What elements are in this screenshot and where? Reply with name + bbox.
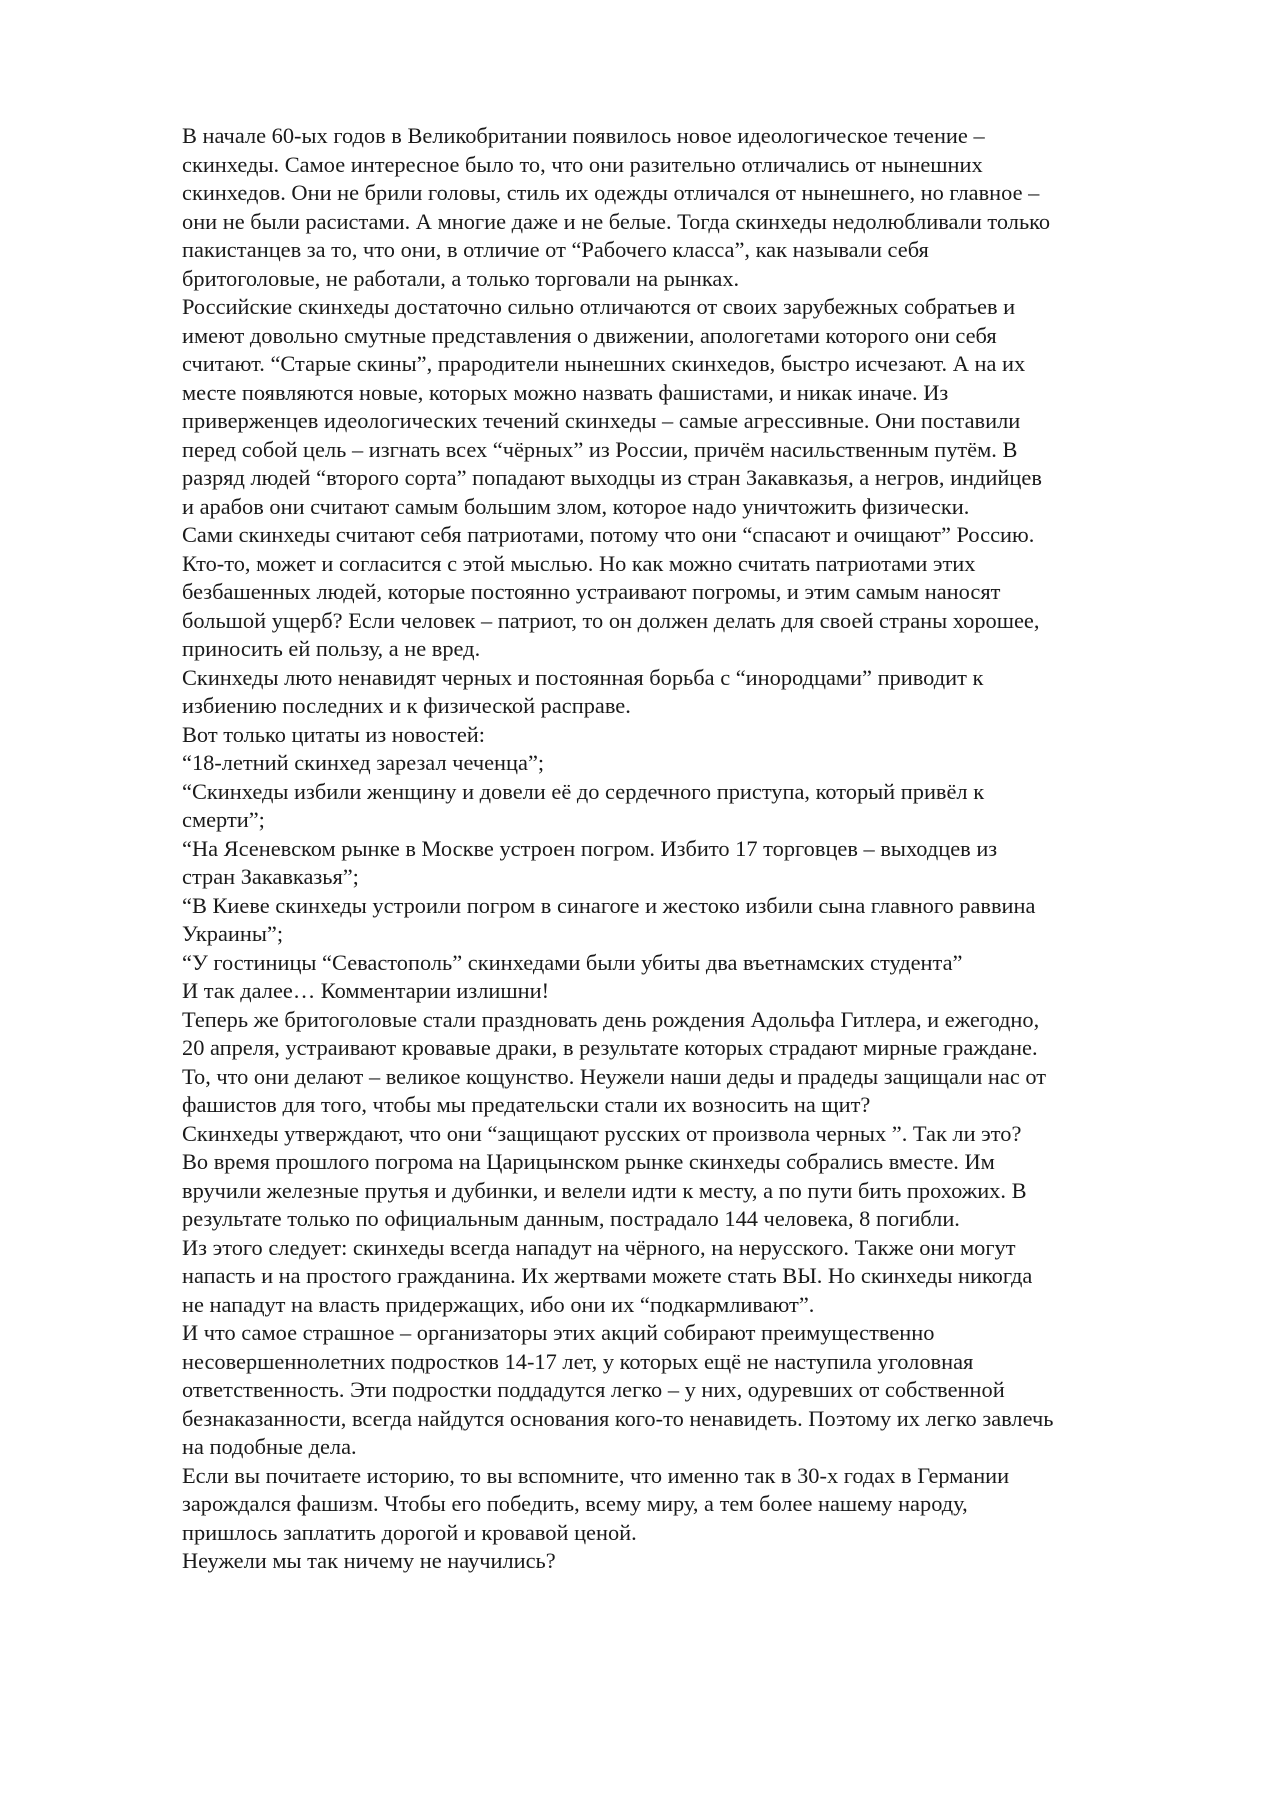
paragraph-1: В начале 60-ых годов в Великобритании появилось новое идеологическое течение – скинхеды. Самое интересное было то, что они разительно отличались от нынешних скинхедов. Они не брили головы, стиль их одежды отличался от нынешнего, но главное – они не были расистами. А многие даже и не белые. Тогда скинхеды недолюбливали только пакистанцев за то, что они, в отличие от “Рабочего класса”, как называли себя бритоголовые, не работали, а только торговали на рынках. [182,123,1051,291]
quote-1: “18-летний скинхед зарезал чеченца”; [182,750,545,775]
paragraph-2: Российские скинхеды достаточно сильно отличаются от своих зарубежных собратьев и имеют довольно смутные представления о движении, апологетами которого они себя считают. “Старые скины”, прародители нынешних скинхедов, быстро исчезают. А на их месте появляются новые, которых можно назвать фашистами, и никак иначе. Из приверженцев идеологических течений скинхеды – самые агрессивные. Они поставили перед собой цель – изгнать всех “чёрных” из России, причём насильственным путём. В разряд людей “второго сорта” попадают выходцы из стран Закавказья, а негров, индийцев и арабов они считают самым большим злом, которое надо уничтожить физически. [182,294,1042,519]
paragraph-13: Скинхеды утверждают, что они “защищают русских от произвола черных ”. Так ли это? Во время прошлого погрома на Царицынском рынке скинхеды собрались вместе. Им вручили железные прутья и дубинки, и велели идти к месту, а по пути бить прохожих. В результате только по официальным данным, пострадало 144 человека, 8 погибли. [182,1120,1027,1231]
paragraph-16: Если вы почитаете историю, то вы вспомните, что именно так в 30-х годах в Германии зарождался фашизм. Чтобы его победить, всему миру, а тем более нашему народу, пришлось заплатить дорогой и кровавой ценой. [182,1462,1010,1545]
quote-3: “На Ясеневском рынке в Москве устроен погром. Избито 17 торговцев – выходцев из стран Закавказья”; [182,835,998,889]
document-page [182,122,1202,1576]
paragraph-4: Скинхеды люто ненавидят черных и постоянная борьба с “инородцами” приводит к избиению последних и к физической расправе. [182,664,984,718]
paragraph-5: Вот только цитаты из новостей: [182,721,485,747]
quote-4: “В Киеве скинхеды устроили погром в синагоге и жестоко избили сына главного раввина Украины”; [182,892,1036,946]
quote-2: “Скинхеды избили женщину и довели её до сердечного приступа, который привёл к смерти”; [182,778,985,832]
paragraph-3: Сами скинхеды считают себя патриотами, потому что они “спасают и очищают” Россию. Кто-то, может и согласится с этой мыслью. Но как можно считать патриотами этих безбашенных людей, которые постоянно устраивают погромы, и этим самым наносят большой ущерб? Если человек – патриот, то он должен делать для своей страны хорошее, приносить ей пользу, а не вред. [182,522,1040,661]
paragraph-12: Теперь же бритоголовые стали праздновать день рождения Адольфа Гитлера, и ежегодно, 20 апреля, устраивают кровавые драки, в результате которых страдают мирные граждане. То, что они делают – великое кощунство. Неужели наши деды и прадеды защищали нас от фашистов для того, чтобы мы предательски стали их возносить на щит? [182,1006,1047,1117]
quote-5: “У гостиницы “Севастополь” скинхедами были убиты два въетнамских студента” [182,949,963,975]
paragraph-15: И что самое страшное – организаторы этих акций собирают преимущественно несовершеннолетних подростков 14-17 лет, у которых ещё не наступила уголовная ответственность. Эти подростки поддадутся легко – у них, одуревших от собственной безнаказанности, всегда найдутся основания кого-то ненавидеть. Поэтому их легко завлечь на подобные дела. [182,1320,1054,1459]
paragraph-17: Неужели мы так ничему не научились? [182,1548,556,1573]
paragraph-11: И так далее… Комментарии излишни! [182,978,550,1003]
paragraph-14: Из этого следует: скинхеды всегда нападут на чёрного, на нерусского. Также они могут напасть и на простого гражданина. Их жертвами можете стать ВЫ. Но скинхеды никогда не нападут на власть придержащих, ибо они их “подкармливают”. [182,1234,1033,1317]
